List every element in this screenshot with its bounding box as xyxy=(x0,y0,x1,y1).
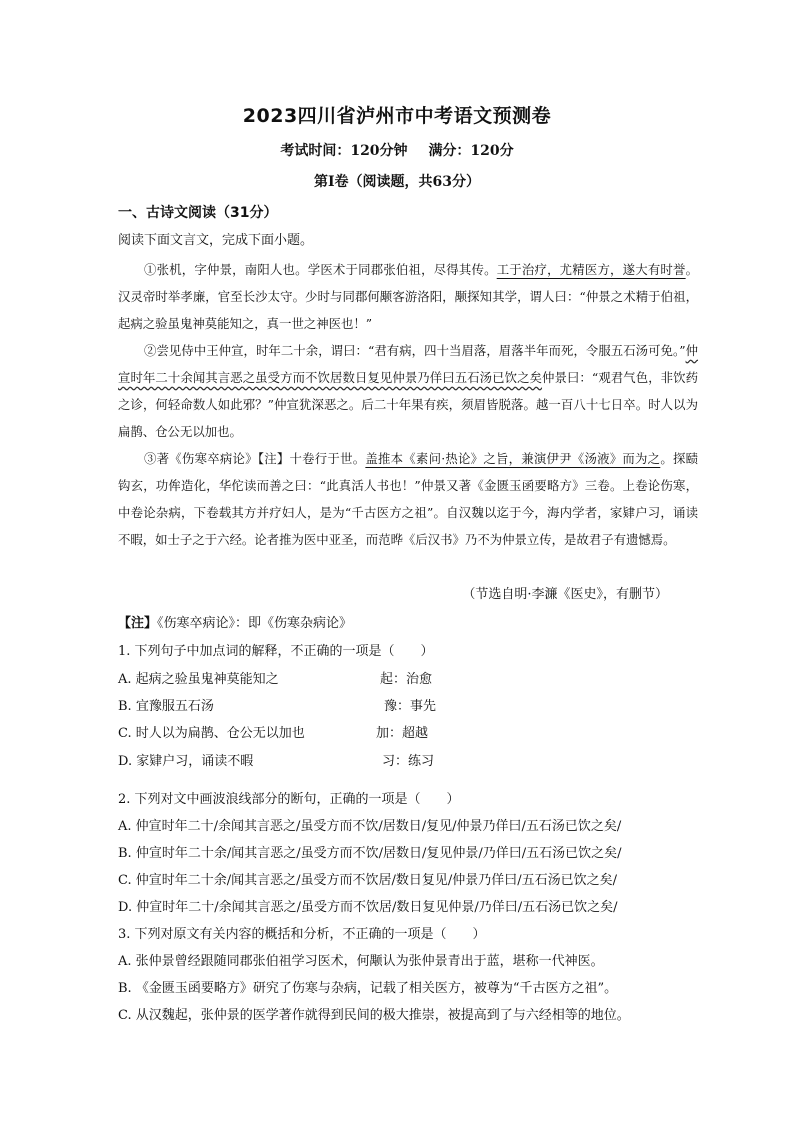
p3-underlined-text: 盖推本《素问·热论》之旨，兼演伊尹《汤液》而为之 xyxy=(365,451,661,466)
passage-paragraph-3 xyxy=(118,445,698,553)
p1-underlined-text: 工于治疗，尤精医方，遂大有时誉 xyxy=(496,262,686,277)
q3-option-b: B. 《金匮玉函要略方》研究了伤寒与杂病，记载了相关医方，被尊为“千古医方之祖”。 xyxy=(118,981,618,996)
exam-time: 考试时间：120分钟 xyxy=(280,143,408,159)
q1-option-b-gloss: 豫：事先 xyxy=(384,699,437,714)
question-2-stem: 2. 下列对文中画波浪线部分的断句，正确的一项是（ ） xyxy=(118,792,460,807)
passage-paragraph-1 xyxy=(118,256,698,337)
q1-option-a-text: A. 起病之验虽鬼神莫能知之 xyxy=(118,672,279,687)
q1-option-b-text: B. 宜豫服五石汤 xyxy=(118,699,214,714)
q1-option-c-gloss: 加：超越 xyxy=(376,726,429,741)
footnote xyxy=(118,612,352,631)
q3-option-c: C. 从汉魏起，张仲景的医学著作就得到民间的极大推崇，被提高到了与六经相等的地位。 xyxy=(118,1008,630,1023)
q1-option-d-gloss: 习：练习 xyxy=(382,754,435,769)
passage-paragraph-2 xyxy=(118,337,698,445)
q1-option-a-gloss: 起：治愈 xyxy=(380,672,433,687)
p2-text-b: 仲景曰：“观君气色，非饮药之诊，何轻命数人如此邪？”仲宣犹深恶之。后二十年果有疾，须眉皆脱落。越一百八十七日卒。时人以为扁鹊、仓公无以加也。 xyxy=(118,370,698,439)
classical-passage xyxy=(118,256,698,553)
footnote-text: 《伤寒卒病论》：即《伤寒杂病论》 xyxy=(157,616,353,631)
p1-text-a: ①张机，字仲景，南阳人也。学医术于同郡张伯祖，尽得其传。 xyxy=(144,262,497,277)
p3-text-b: 。探赜钩玄，功侔造化，华佗读而善之曰：“此真活人书也！”仲景又著《金匮玉函要略方》三卷。上卷论伤寒，中卷论杂病，下卷载其方并疗妇人，是为“千古医方之祖”。自汉魏以迄于今，海内学者，家肄户习，诵读不暇，如士子之于六经。论者推为医中亚圣，而范晔《后汉书》乃不为仲景立传，是故君子有遗憾焉。 xyxy=(118,451,698,547)
question-1-stem: 1. 下列句子中加点词的解释，不正确的一项是（ ） xyxy=(118,644,434,659)
footnote-label: 【注】 xyxy=(118,616,158,631)
q1-option-c xyxy=(118,722,429,741)
instruction-text: 阅读下面文言文，完成下面小题。 xyxy=(118,233,314,248)
q1-option-b xyxy=(118,695,437,714)
p2-wavy-text: 仲宣时年二十余闻其言恶之虽受方而不饮居数日复见仲景乃佯曰五石汤已饮之矣 xyxy=(118,343,699,385)
q1-option-d-text: D. 家肄户习，诵读不暇 xyxy=(118,754,254,769)
q1-option-a xyxy=(118,668,433,687)
p1-text-b: 。汉灵帝时举孝廉，官至长沙太守。少时与同郡何颙客游洛阳，颙探知其学，谓人曰：“仲景之术精于伯祖，起病之验虽鬼神莫能知之，真一世之神医也！” xyxy=(118,262,699,331)
q1-option-d xyxy=(118,750,435,769)
passage-source: （节选自明·李濂《医史》，有删节） xyxy=(462,587,668,602)
full-score: 满分：120分 xyxy=(428,143,514,159)
volume-heading: 第Ⅰ卷（阅读题，共63分） xyxy=(313,174,481,190)
q2-option-b: B. 仲宣时年二十余/闻其言恶之/虽受方而不饮/居数日/复见仲景/乃佯曰/五石汤已饮之矣/ xyxy=(118,846,622,861)
exam-info xyxy=(0,140,794,160)
p2-text-a: ②尝见侍中王仲宣，时年二十余，谓曰：“君有病，四十当眉落，眉落半年而死，令服五石汤可免。” xyxy=(144,343,686,358)
section-heading: 一、古诗文阅读（31分） xyxy=(118,205,278,221)
p3-text-a: ③著《伤寒卒病论》【注】十卷行于世。 xyxy=(144,451,366,466)
q1-option-c-text: C. 时人以为扁鹊、仓公无以加也 xyxy=(118,726,305,741)
q2-option-a: A. 仲宣时年二十/余闻其言恶之/虽受方而不饮/居数日/复见/仲景乃佯曰/五石汤已饮之矣/ xyxy=(118,819,622,834)
exam-title: 2023四川省泸州市中考语文预测卷 xyxy=(242,105,552,127)
q3-option-a: A. 张仲景曾经跟随同郡张伯祖学习医术，何颙认为张仲景青出于蓝，堪称一代神医。 xyxy=(118,954,604,969)
q2-option-d: D. 仲宣时年二十/余闻其言恶之/虽受方而不饮居/数日复见仲景/乃佯曰/五石汤已饮之矣/ xyxy=(118,900,618,915)
question-3-stem: 3. 下列对原文有关内容的概括和分析，不正确的一项是（ ） xyxy=(118,927,486,942)
q2-option-c: C. 仲宣时年二十余/闻其言恶之/虽受方而不饮居/数日复见/仲景乃佯曰/五石汤已饮之矣/ xyxy=(118,873,618,888)
